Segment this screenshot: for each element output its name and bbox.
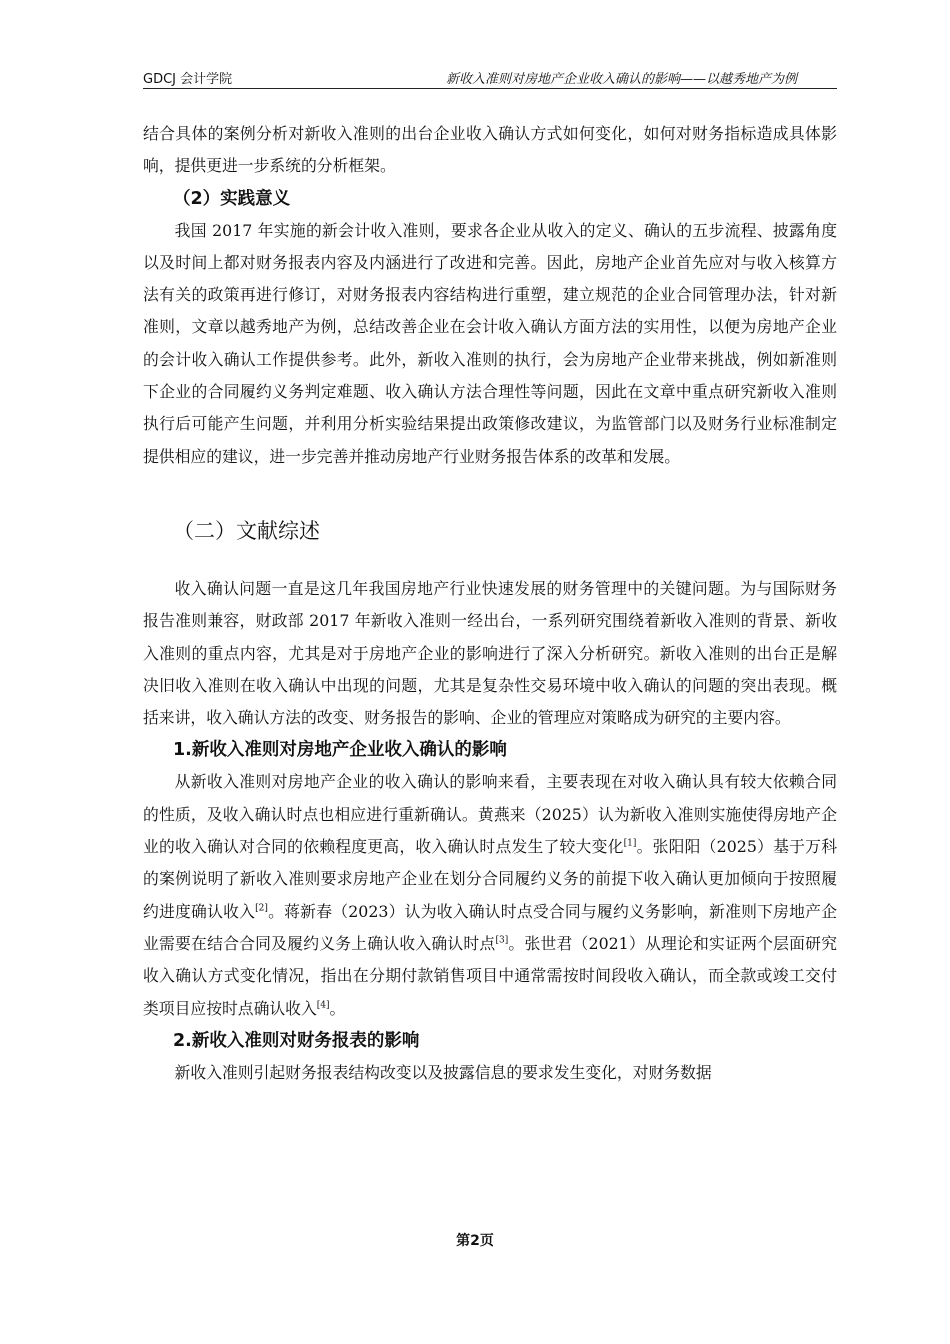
text-segment: 。 bbox=[329, 998, 346, 1018]
paragraph-financial-statements-impact: 新收入准则引起财务报表结构改变以及披露信息的要求发生变化，对财务数据 bbox=[174, 1062, 712, 1082]
page-header bbox=[143, 66, 837, 89]
text-segment: 。张阳阳（2025）基于万科的案例说明了新收入准则要求房地产企业在划分合同履约义务的前提下收入确认更加倾向于按照履约进度确认收入 bbox=[143, 837, 837, 921]
header-title: 新收入准则对房地产企业收入确认的影响——以越秀地产为例 bbox=[445, 72, 797, 87]
paragraph-literature-intro: 收入确认问题一直是这几年我国房地产行业快速发展的财务管理中的关键问题。为与国际财务报告准则兼容，财政部 2017 年新收入准则一经出台，一系列研究围绕着新收入准则的背景、新收入准则的重点内容，尤其是对于房地产企业的影响进行了深入分析研究。新收入准则的出台正是解决旧收入准则在收入确认中出现的问题，尤其是复杂性交易环境中收入确认的问题的突出表现。概括来讲，收入确认方法的改变、财务报告的影响、企业的管理应对策略成为研究的主要内容。 bbox=[143, 578, 837, 728]
subheading-financial-statements-impact: 2.新收入准则对财务报表的影响 bbox=[173, 1030, 420, 1051]
citation-ref-1: [1] bbox=[623, 838, 637, 849]
subheading-revenue-recognition-impact: 1.新收入准则对房地产企业收入确认的影响 bbox=[173, 740, 507, 761]
paragraph-continuation: 结合具体的案例分析对新收入准则的出台企业收入确认方式如何变化，如何对财务指标造成具体影响，提供更进一步系统的分析框架。 bbox=[143, 124, 837, 176]
text-segment: 。蒋新春（2023）认为收入确认时点受合同与履约义务影响，新准则下房地产企业需要在结合合同及履约义务上确认收入确认时点 bbox=[143, 901, 837, 953]
text-segment: 从新收入准则对房地产企业的收入确认的影响来看，主要表现在对收入确认具有较大依赖合同的性质，及收入确认时点也相应进行重新确认。黄燕来（2025）认为新收入准则实施使得房地产企业的收入确认对合同的依赖程度更高，收入确认时点发生了较大变化 bbox=[143, 772, 837, 857]
citation-ref-3: [3] bbox=[495, 935, 509, 946]
section-heading-literature-review: （二）文献综述 bbox=[173, 518, 320, 543]
header-school: GDCJ 会计学院 bbox=[143, 72, 233, 87]
text-segment: 。张世君（2021）从理论和实证两个层面研究收入确认方式变化情况，指出在分期付款销售项目中通常需按时间段收入确认，而全款或竣工交付类项目应按时点确认收入 bbox=[143, 933, 837, 1018]
page-body bbox=[143, 118, 837, 1089]
citation-ref-4: [4] bbox=[316, 1000, 330, 1011]
page-number: 第2页 bbox=[456, 1233, 494, 1249]
citation-ref-2: [2] bbox=[255, 903, 268, 914]
paragraph-revenue-recognition-impact bbox=[143, 766, 837, 1024]
subheading-practical-significance: （2）实践意义 bbox=[173, 188, 291, 209]
paragraph-practical-significance: 我国 2017 年实施的新会计收入准则，要求各企业从收入的定义、确认的五步流程、披露角度以及时间上都对财务报表内容及内涵进行了改进和完善。因此，房地产企业首先应对与收入核算方法有关的政策再进行修订，对财务报表内容结构进行重塑，建立规范的企业合同管理办法，针对新准则，文章以越秀地产为例，总结改善企业在会计收入确认方面方法的实用性，以便为房地产企业的会计收入确认工作提供参考。此外，新收入准则的执行，会为房地产企业带来挑战，例如新准则下企业的合同履约义务判定难题、收入确认方法合理性等问题，因此在文章中重点研究新收入准则执行后可能产生问题，并利用分析实验结果提出政策修改建议，为监管部门以及财务行业标准制定提供相应的建议，进一步完善并推动房地产行业财务报告体系的改革和发展。 bbox=[143, 220, 837, 466]
